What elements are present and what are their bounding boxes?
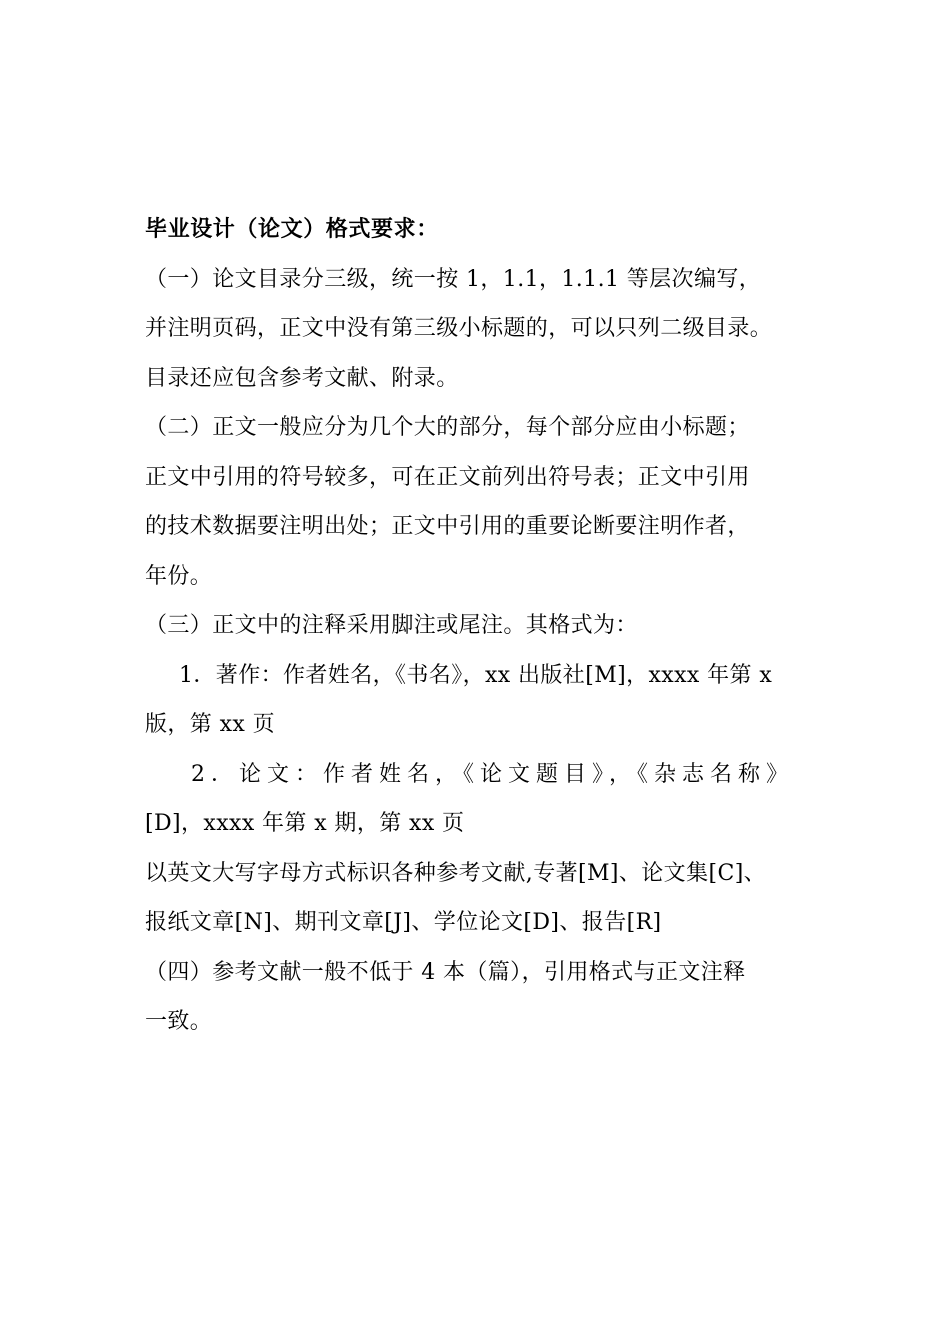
paragraph-line: （三）正文中的注释采用脚注或尾注。其格式为： (145, 613, 638, 638)
paragraph-line: 的技术数据要注明出处；正文中引用的重要论断要注明作者， (145, 514, 750, 539)
document-title: 毕业设计（论文）格式要求： (145, 217, 439, 242)
paragraph-line: 并注明页码，正文中没有第三级小标题的，可以只列二级目录。 (145, 316, 773, 341)
paragraph-line: 一致。 (145, 1009, 213, 1034)
paragraph-line: 年份。 (145, 563, 213, 589)
list-item-book: 1．著作：作者姓名，《书名》，xx 出版社[M]，xxxx 年第 x (179, 662, 773, 688)
paragraph-line: 报纸文章[N]、期刊文章[J]、学位论文[D]、报告[R] (145, 910, 662, 935)
paragraph-line: （二）正文一般应分为几个大的部分，每个部分应由小标题； (145, 415, 750, 440)
paragraph-line: （四）参考文献一般不低于 4 本（篇），引用格式与正文注释 (145, 959, 746, 985)
list-item-paper: 2．论文：作者姓名，《论文题目》，《杂志名称》 (191, 761, 794, 787)
document-body (145, 205, 835, 1047)
paragraph-line: 目录还应包含参考文献、附录。 (145, 365, 459, 391)
paragraph-line: （一）论文目录分三级，统一按 1，1.1，1.1.1 等层次编写， (145, 266, 762, 292)
list-item-paper-continued: [D]，xxxx 年第 x 期，第 xx 页 (145, 811, 465, 836)
paragraph-line: 正文中引用的符号较多，可在正文前列出符号表；正文中引用 (145, 464, 750, 490)
list-item-book-continued: 版，第 xx 页 (145, 712, 276, 737)
paragraph-line: 以英文大写字母方式标识各种参考文献,专著[M]、论文集[C]、 (145, 860, 767, 886)
